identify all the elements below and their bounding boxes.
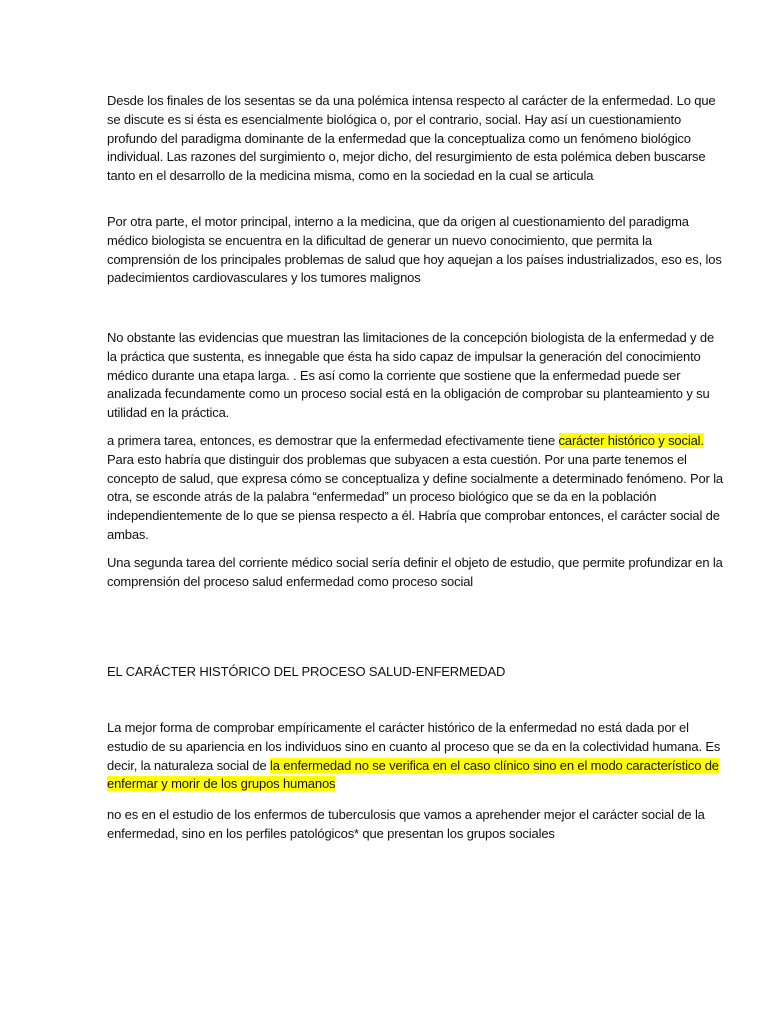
paragraph-1: Desde los finales de los sesentas se da una polémica intensa respecto al carácter de la enfermedad. Lo que se discute es si ésta es esencialmente biológica o, por el contrario, social. Hay así un cuestionamiento profundo del paradigma dominante de la enfermedad que la conceptualiza como un fenómeno biológico individual. Las razones del surgimiento o, mejor dicho, del resurgimiento de esta polémica deben buscarse tanto en el desarrollo de la medicina misma, como en la sociedad en la cual se articula bbox=[107, 93, 716, 184]
paragraph-6-text-before: La mejor forma de comprobar empíricamente el carácter histórico de la enfermedad no está dada por el estudio de su apariencia en los individuos sino en cuanto al proceso que se da en la colectividad humana. Es decir, la naturaleza social de bbox=[107, 720, 721, 773]
paragraph-2: Por otra parte, el motor principal, interno a la medicina, que da origen al cuestionamiento del paradigma médico biologista se encuentra en la dificultad de generar un nuevo conocimiento, que permita la comprensión de los principales problemas de salud que hoy aquejan a los países industrializados, eso es, los padecimientos cardiovasculares y los tumores malignos bbox=[107, 214, 722, 286]
section-heading: EL CARÁCTER HISTÓRICO DEL PROCESO SALUD-ENFERMEDAD bbox=[107, 664, 506, 679]
paragraph-3: No obstante las evidencias que muestran las limitaciones de la concepción biologista de la enfermedad y de la práctica que sustenta, es innegable que ésta ha sido capaz de impulsar la generación del conocimiento médico durante una etapa larga. . Es así como la corriente que sostiene que la enfermedad puede ser analizada fecundamente como un proceso social está en la obligación de comprobar su planteamiento y su utilidad en la práctica. bbox=[107, 330, 715, 421]
paragraph-4 bbox=[107, 432, 727, 545]
paragraph-7: no es en el estudio de los enfermos de tuberculosis que vamos a aprehender mejor el carácter social de la enfermedad, sino en los perfiles patológicos* que presentan los grupos sociales bbox=[107, 807, 705, 841]
paragraph-5: Una segunda tarea del corriente médico social sería definir el objeto de estudio, que permite profundizar en la comprensión del proceso salud enfermedad como proceso social bbox=[107, 555, 723, 589]
highlighted-text: la enfermedad no se verifica en el caso clínico sino en el modo característico de enfermar y morir de los grupos humanos bbox=[107, 757, 719, 792]
paragraph-6 bbox=[107, 719, 727, 794]
paragraph-4-text-before: a primera tarea, entonces, es demostrar que la enfermedad efectivamente tiene bbox=[107, 433, 559, 448]
highlighted-text: carácter histórico y social. bbox=[558, 433, 704, 448]
paragraph-4-text-after: Para esto habría que distinguir dos problemas que subyacen a esta cuestión. Por una parte tenemos el concepto de salud, que expresa cómo se conceptualiza y define socialmente a determinado fenómeno. Por la otra, se esconde atrás de la palabra “enfermedad” un proceso biológico que se da en la población independientemente de lo que se piensa respecto a él. Habría que comprobar entonces, el carácter social de ambas. bbox=[107, 451, 724, 542]
